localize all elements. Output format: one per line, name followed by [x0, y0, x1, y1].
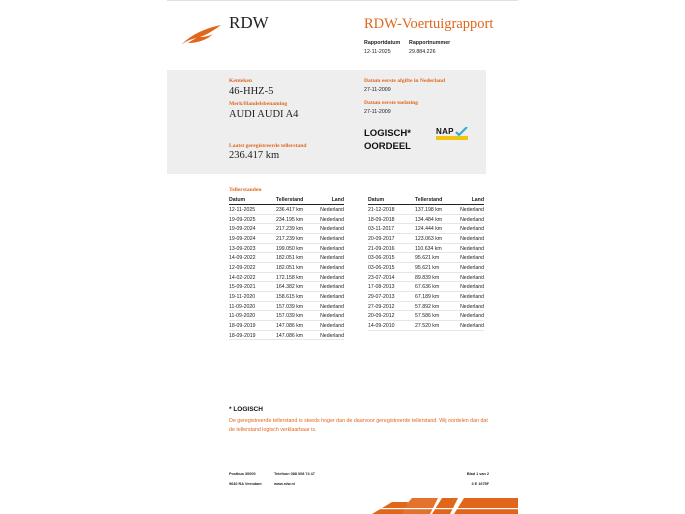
reading-odometer: 234.195 km	[276, 216, 304, 223]
table-row	[368, 292, 484, 302]
reading-country: Nederland	[320, 322, 344, 329]
table-row	[229, 282, 344, 292]
table-row	[229, 234, 344, 244]
col-odometer-header: Tellerstand	[276, 197, 304, 203]
reading-country: Nederland	[320, 245, 344, 252]
table-row	[368, 282, 484, 292]
odometer-label: Laatst geregistreerde tellerstand	[229, 143, 307, 149]
reading-country: Nederland	[460, 255, 484, 262]
reading-odometer: 158.615 km	[276, 293, 304, 300]
report-date-label: Rapportdatum	[364, 40, 401, 46]
reading-odometer: 67.636 km	[415, 284, 440, 291]
reading-odometer: 89.839 km	[415, 274, 440, 281]
reading-date: 18-09-2019	[229, 332, 256, 339]
reading-date: 19-09-2024	[229, 235, 256, 242]
reading-country: Nederland	[320, 274, 344, 281]
reading-date: 23-07-2014	[368, 274, 395, 281]
table-row	[368, 224, 484, 234]
reading-odometer: 95.621 km	[415, 264, 440, 271]
table-row	[229, 244, 344, 254]
reading-odometer: 217.239 km	[276, 226, 304, 233]
reading-country: Nederland	[320, 207, 344, 213]
brand-label: Merk/Handelsbenaming	[229, 101, 288, 107]
table-row	[229, 331, 344, 341]
reading-date: 27-09-2012	[368, 303, 395, 310]
readings-rows	[368, 205, 484, 331]
decorative-stripes-icon	[372, 498, 518, 514]
table-row	[229, 292, 344, 302]
footer-website: www.rdw.nl	[274, 482, 295, 486]
reading-country: Nederland	[460, 245, 484, 252]
reading-date: 03-06-2015	[368, 264, 395, 271]
footer-postbus: Postbus 30000	[229, 472, 256, 476]
rdw-logo-icon	[180, 24, 222, 46]
reading-odometer: 110.634 km	[415, 245, 442, 252]
table-header	[368, 196, 484, 204]
table-row	[229, 205, 344, 215]
reading-date: 03-11-2017	[368, 226, 395, 233]
reading-date: 29-07-2013	[368, 293, 395, 300]
plate-value: 46-HHZ-5	[229, 86, 274, 97]
col-country-header: Land	[471, 197, 484, 203]
table-row	[368, 234, 484, 244]
first-admission-value: 27-11-2009	[364, 109, 391, 115]
readings-rows	[229, 205, 344, 340]
reading-odometer: 95.621 km	[415, 255, 440, 262]
table-row	[368, 321, 484, 331]
reading-odometer: 57.586 km	[415, 313, 440, 320]
reading-date: 14-02-2022	[229, 274, 256, 281]
table-row	[229, 253, 344, 263]
reading-date: 14-09-2010	[368, 322, 395, 329]
reading-date: 12-09-2022	[229, 264, 256, 271]
reading-country: Nederland	[320, 303, 344, 310]
table-row	[368, 311, 484, 321]
reading-odometer: 124.444 km	[415, 226, 443, 233]
reading-country: Nederland	[320, 226, 344, 233]
reading-odometer: 157.039 km	[276, 313, 304, 320]
reading-odometer: 199.050 km	[276, 245, 304, 252]
table-row	[229, 302, 344, 312]
top-rule	[167, 0, 518, 1]
reading-date: 11-09-2020	[229, 303, 256, 310]
reading-odometer: 27.520 km	[415, 322, 440, 329]
footer-page: Blad 1 van 2	[466, 472, 489, 476]
reading-country: Nederland	[460, 322, 484, 329]
reading-date: 11-09-2020	[229, 313, 256, 320]
col-country-header: Land	[331, 197, 344, 203]
verdict-line-2: OORDEEL	[364, 140, 411, 152]
reading-date: 18-09-2019	[229, 322, 256, 329]
reading-country: Nederland	[320, 332, 344, 339]
reading-odometer: 123.063 km	[415, 235, 443, 242]
reading-country: Nederland	[320, 264, 344, 271]
reading-country: Nederland	[320, 255, 344, 262]
readings-table-left	[229, 196, 344, 340]
reading-country: Nederland	[460, 264, 484, 271]
reading-date: 20-09-2017	[368, 235, 395, 242]
plate-label: Kenteken	[229, 78, 252, 84]
reading-date: 19-09-2024	[229, 226, 256, 233]
table-row	[229, 215, 344, 225]
table-row	[229, 263, 344, 273]
footer-code: 3 E 1675F	[471, 482, 489, 486]
table-row	[368, 302, 484, 312]
report-number-value: 29.884.226	[409, 49, 436, 55]
reading-country: Nederland	[460, 216, 484, 223]
first-registration-nl-label: Datum eerste afgifte in Nederland	[364, 78, 446, 84]
report-title: RDW-Voertuigrapport	[364, 16, 494, 32]
reading-odometer: 147.086 km	[276, 332, 304, 339]
first-admission-label: Datum eerste toelating	[364, 100, 419, 106]
table-row	[368, 215, 484, 225]
reading-country: Nederland	[460, 313, 484, 320]
reading-odometer: 217.239 km	[276, 235, 304, 242]
reading-country: Nederland	[320, 216, 344, 223]
table-row	[368, 205, 484, 215]
reading-date: 19-09-2025	[229, 216, 256, 223]
reading-odometer: 134.484 km	[415, 216, 443, 223]
table-header	[229, 196, 344, 204]
reading-country: Nederland	[460, 226, 484, 233]
reading-odometer: 137.198 km	[415, 207, 443, 213]
vehicle-summary-band	[167, 70, 486, 174]
verdict	[364, 128, 411, 153]
org-name: RDW	[229, 13, 269, 32]
first-registration-nl-value: 27-11-2009	[364, 87, 391, 93]
odometer-value: 236.417 km	[229, 150, 280, 161]
reading-odometer: 157.039 km	[276, 303, 304, 310]
readings-table-right	[368, 196, 484, 331]
reading-odometer: 182.051 km	[276, 264, 304, 271]
footer-address: 9640 RA Veendam	[229, 482, 262, 486]
table-row	[368, 273, 484, 283]
reading-country: Nederland	[460, 303, 484, 310]
reading-date: 19-11-2020	[229, 293, 256, 300]
reading-country: Nederland	[460, 284, 484, 291]
reading-country: Nederland	[320, 293, 344, 300]
reading-country: Nederland	[320, 313, 344, 320]
reading-odometer: 236.417 km	[276, 207, 304, 213]
table-row	[229, 224, 344, 234]
reading-date: 14-09-2022	[229, 255, 256, 262]
table-row	[368, 263, 484, 273]
table-row	[229, 273, 344, 283]
table-row	[229, 321, 344, 331]
verdict-line-1: LOGISCH*	[364, 128, 411, 139]
reading-date: 03-06-2015	[368, 255, 395, 262]
footnote-title: * LOGISCH	[229, 406, 263, 413]
reading-country: Nederland	[460, 274, 484, 281]
reading-odometer: 67.189 km	[415, 293, 440, 300]
nap-text: NAP	[436, 127, 454, 136]
col-date-header: Datum	[368, 197, 385, 203]
nap-badge	[436, 127, 468, 140]
footer-phone: Telefoon 088 008 74 47	[274, 472, 315, 476]
reading-country: Nederland	[460, 207, 484, 213]
reading-odometer: 172.158 km	[276, 274, 304, 281]
report-number-label: Rapportnummer	[409, 40, 451, 46]
reading-date: 21-12-2018	[368, 207, 395, 213]
readings-title: Tellerstanden	[229, 187, 262, 193]
reading-country: Nederland	[320, 284, 344, 291]
table-row	[368, 244, 484, 254]
reading-date: 13-09-2023	[229, 245, 256, 252]
reading-date: 21-09-2016	[368, 245, 395, 252]
reading-date: 18-09-2018	[368, 216, 395, 223]
reading-country: Nederland	[320, 235, 344, 242]
reading-date: 20-09-2012	[368, 313, 395, 320]
brand-value: AUDI AUDI A4	[229, 109, 299, 120]
reading-odometer: 164.382 km	[276, 284, 304, 291]
reading-odometer: 182.051 km	[276, 255, 304, 262]
reading-date: 15-09-2021	[229, 284, 256, 291]
reading-country: Nederland	[460, 235, 484, 242]
reading-odometer: 57.892 km	[415, 303, 440, 310]
reading-country: Nederland	[460, 293, 484, 300]
col-date-header: Datum	[229, 197, 246, 203]
col-odometer-header: Tellerstand	[415, 197, 443, 203]
table-row	[229, 311, 344, 321]
reading-date: 12-11-2025	[229, 207, 256, 213]
footnote-text: De geregistreerde tellerstand is steeds hoger dan de daarvoor geregistreerde tellerstand. Wij oordelen dan dat de tellerstand logisch verklaarbaar is.	[229, 418, 488, 433]
reading-odometer: 147.086 km	[276, 322, 304, 329]
report-date-value: 12-11-2025	[364, 49, 391, 55]
reading-date: 17-08-2013	[368, 284, 395, 291]
table-row	[368, 253, 484, 263]
